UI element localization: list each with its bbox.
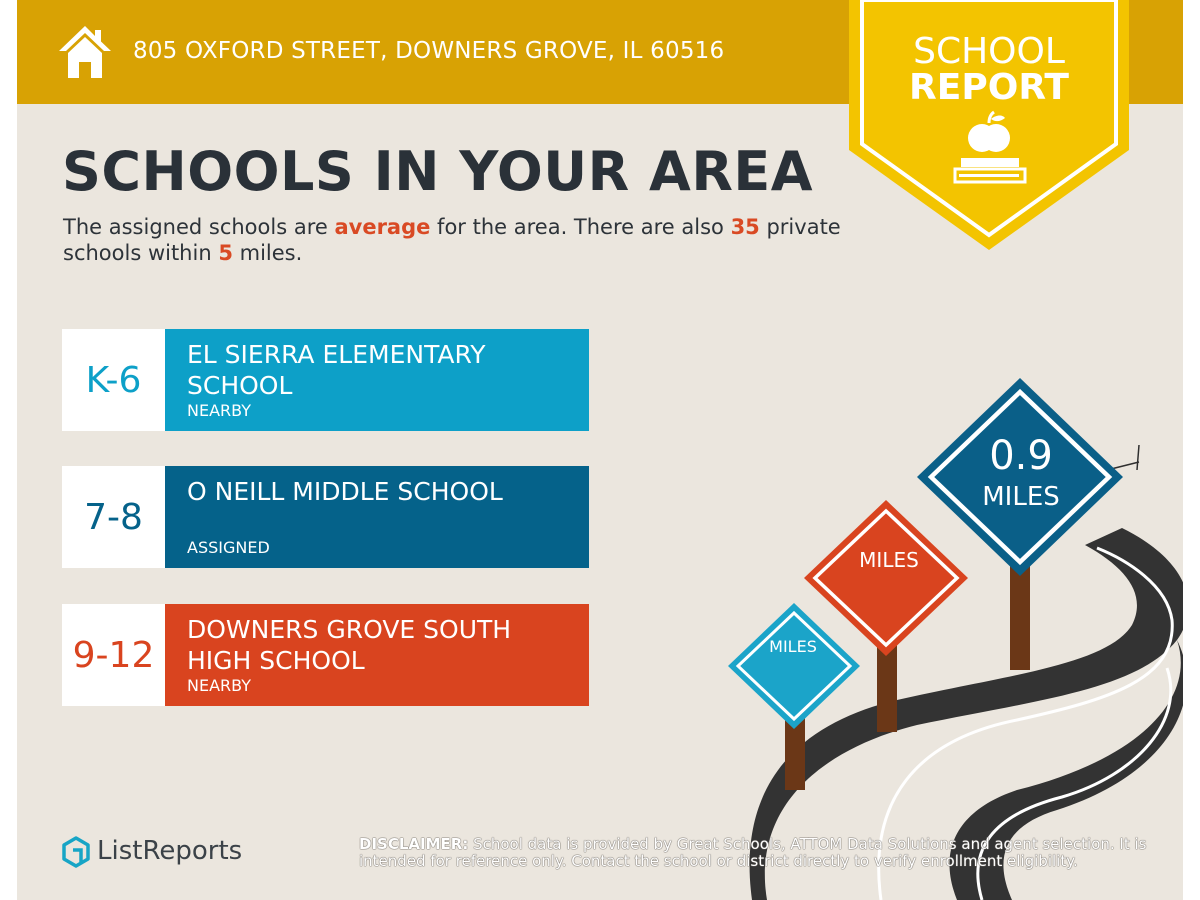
badge-line-1: SCHOOL: [913, 31, 1065, 72]
listreports-logo-icon: [61, 836, 91, 868]
small-sign-unit: MILES: [769, 637, 817, 656]
private-count-highlight: 35: [730, 215, 760, 239]
area-summary: The assigned schools are average for the area. There are also 35 private schools within 5 miles.: [63, 215, 841, 265]
school-name: EL SIERRA ELEMENTARY SCHOOL: [187, 340, 486, 400]
rating-highlight: average: [334, 215, 431, 239]
large-sign-distance: 0.9: [989, 433, 1053, 479]
medium-sign-unit: MILES: [859, 548, 919, 572]
school-status: ASSIGNED: [187, 538, 270, 557]
school-name: O NEILL MIDDLE SCHOOL: [187, 477, 503, 506]
property-address: 805 OXFORD STREET, DOWNERS GROVE, IL 60516: [133, 38, 725, 64]
radius-highlight: 5: [218, 241, 233, 265]
grade-range: K-6: [62, 329, 165, 431]
report-page: [17, 0, 1183, 900]
brand-name: ListReports: [97, 836, 243, 866]
school-name: DOWNERS GROVE SOUTH HIGH SCHOOL: [187, 615, 512, 675]
school-status: NEARBY: [187, 676, 252, 695]
sign-small: [728, 603, 860, 729]
grade-range: 7-8: [62, 466, 165, 568]
badge-line-2: REPORT: [909, 67, 1069, 108]
disclaimer: DISCLAIMER: School data is provided by Great Schools, ATTOM Data Solutions and agent selection. It is intended for reference only. Contact the school or district directly to verify enrollment eligibility.: [359, 835, 1147, 870]
grade-range: 9-12: [62, 604, 165, 706]
page-title: SCHOOLS IN YOUR AREA: [62, 140, 814, 203]
school-status: NEARBY: [187, 401, 252, 420]
large-sign-unit: MILES: [982, 482, 1060, 512]
sign-medium: [804, 500, 968, 656]
